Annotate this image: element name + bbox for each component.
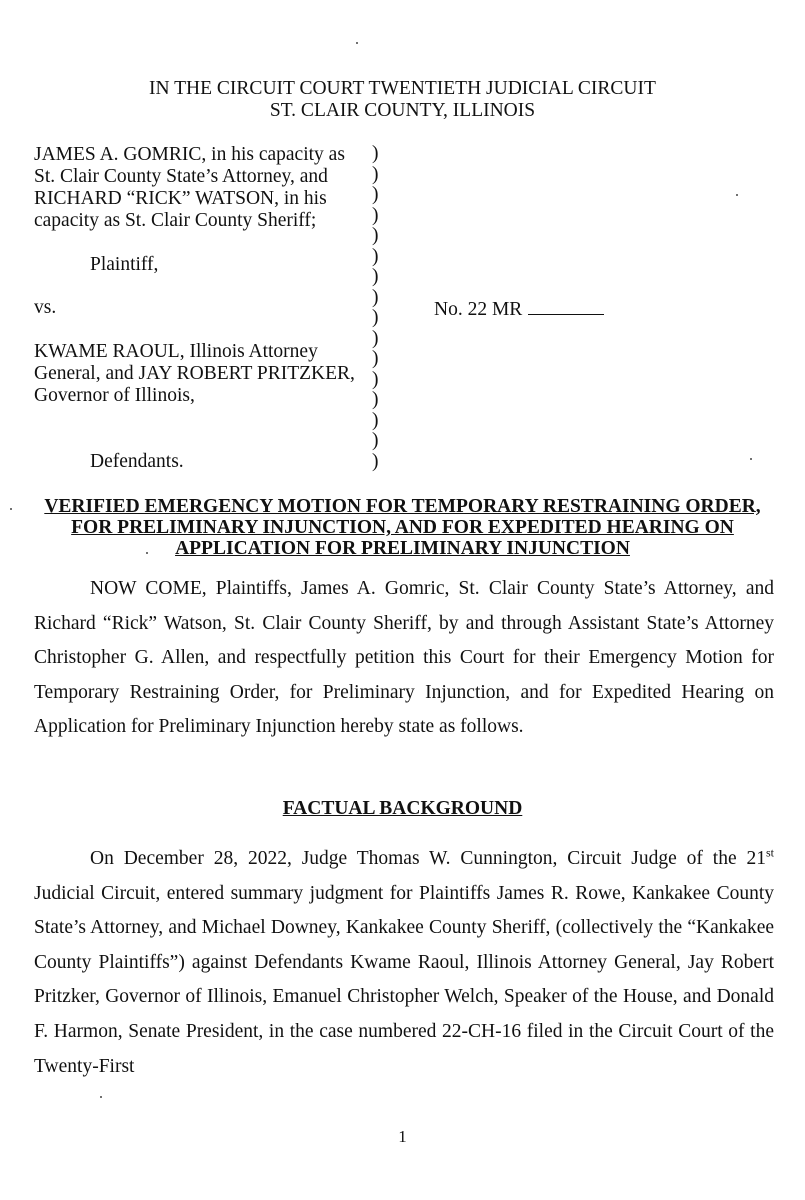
defendants-names: KWAME RAOUL, Illinois Attorney General, and JAY ROBERT PRITZKER, Governor of Illinois, [34,341,355,406]
case-number-blank-line [528,296,604,315]
caption-parentheses: ) ) ) ) ) ) ) ) ) ) ) ) ) ) ) ) [372,143,379,472]
scan-speck [750,458,752,460]
case-number-label: No. 22 MR [434,299,523,320]
motion-title [20,496,785,559]
motion-title-line-2: FOR PRELIMINARY INJUNCTION, AND FOR EXPEDITED HEARING ON [71,517,734,538]
defendant-label: Defendants. [90,451,184,472]
scan-speck [736,194,738,196]
court-header [0,78,805,122]
court-name: IN THE CIRCUIT COURT TWENTIETH JUDICIAL CIRCUIT [149,78,656,99]
versus-label: vs. [34,297,57,318]
ordinal-suffix: st [765,845,774,860]
motion-title-line-3: APPLICATION FOR PRELIMINARY INJUNCTION [175,538,630,559]
factual-paragraph [34,842,774,1084]
scan-speck [10,508,12,510]
scan-speck [356,42,358,44]
case-caption [34,144,774,474]
court-county: ST. CLAIR COUNTY, ILLINOIS [269,100,536,121]
page-number: 1 [398,1127,407,1146]
motion-title-line-1: VERIFIED EMERGENCY MOTION FOR TEMPORARY RESTRAINING ORDER, [44,496,761,517]
section-heading: FACTUAL BACKGROUND [282,798,523,819]
plaintiff-label: Plaintiff, [90,254,159,275]
case-number [434,296,604,321]
intro-paragraph: NOW COME, Plaintiffs, James A. Gomric, St. Clair County State’s Attorney, and Richard “Rick” Watson, St. Clair County Sheriff, by and through Assistant State’s Attorney Christopher G. Allen, and respectfully petition this Court for their Emergency Motion for Temporary Restraining Order, for Preliminary Injunction, and for Expedited Hearing on Application for Preliminary Injunction hereby state as follows. [34,578,774,738]
scan-speck [100,1096,102,1098]
scan-speck [146,552,148,554]
factual-text-start: On December 28, 2022, Judge Thomas W. Cunnington, Circuit Judge of the 21 [90,848,766,869]
plaintiffs-names: JAMES A. GOMRIC, in his capacity as St. Clair County State’s Attorney, and RICHARD “RICK” WATSON, in his capacity as St. Clair County Sheriff; [34,144,345,231]
factual-text-rest: Judicial Circuit, entered summary judgment for Plaintiffs James R. Rowe, Kankakee County State’s Attorney, and Michael Downey, Kankakee County Sheriff, (collectively the “Kankakee County Plaintiffs”) against Defendants Kwame Raoul, Illinois Attorney General, Jay Robert Pritzker, Governor of Illinois, Emanuel Christopher Welch, Speaker of the House, and Donald F. Harmon, Senate President, in the case numbered 22-CH-16 filed in the Circuit Court of the Twenty-First [34,882,774,1077]
